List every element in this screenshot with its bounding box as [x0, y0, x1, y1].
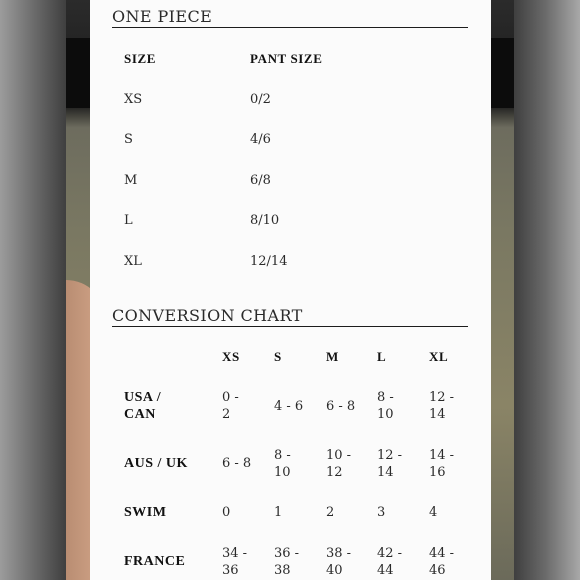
conversion-cell: 6 - 8	[222, 456, 252, 471]
conversion-cell: 3	[377, 505, 386, 520]
conversion-cell: 8 - 10	[377, 390, 394, 422]
one-piece-title: ONE PIECE	[112, 8, 468, 28]
pant-size-cell: 12/14	[250, 254, 288, 269]
conversion-cell: 34 - 36	[222, 546, 248, 578]
pant-size-cell: 4/6	[250, 132, 271, 147]
conversion-row-label: USA / CAN	[124, 390, 162, 422]
pant-size-header: PANT SIZE	[250, 51, 323, 66]
conversion-cell: 0	[222, 505, 231, 520]
size-header: SIZE	[124, 51, 157, 66]
conversion-cell: 8 - 10	[274, 448, 291, 480]
conversion-cell: 0 - 2	[222, 390, 239, 422]
size-chart-card	[90, 0, 491, 580]
pant-size-cell: 6/8	[250, 173, 271, 188]
conversion-cell: 4	[429, 505, 438, 520]
conversion-cell: 14 - 16	[429, 448, 455, 480]
size-cell: S	[124, 132, 133, 147]
conversion-header-m: M	[326, 349, 339, 364]
pant-size-cell: 0/2	[250, 92, 271, 107]
conversion-cell: 36 - 38	[274, 546, 300, 578]
conversion-row-label: AUS / UK	[124, 456, 188, 471]
conversion-chart-title: CONVERSION CHART	[112, 307, 468, 327]
conversion-header-xs: XS	[222, 349, 240, 364]
conversion-cell: 1	[274, 505, 283, 520]
conversion-cell: 4 - 6	[274, 399, 304, 414]
conversion-row-label: FRANCE	[124, 554, 186, 569]
size-cell: XL	[124, 254, 142, 269]
size-cell: L	[124, 213, 133, 228]
conversion-header-s: S	[274, 349, 282, 364]
conversion-cell: 44 - 46	[429, 546, 455, 578]
conversion-row-label: SWIM	[124, 505, 167, 520]
conversion-header-l: L	[377, 349, 387, 364]
pant-size-cell: 8/10	[250, 213, 280, 228]
size-cell: XS	[124, 92, 143, 107]
conversion-header-xl: XL	[429, 349, 449, 364]
conversion-cell: 42 - 44	[377, 546, 403, 578]
conversion-cell: 6 - 8	[326, 399, 356, 414]
conversion-cell: 2	[326, 505, 335, 520]
conversion-cell: 12 - 14	[377, 448, 403, 480]
conversion-cell: 38 - 40	[326, 546, 352, 578]
size-cell: M	[124, 173, 138, 188]
conversion-cell: 12 - 14	[429, 390, 455, 422]
conversion-cell: 10 - 12	[326, 448, 352, 480]
